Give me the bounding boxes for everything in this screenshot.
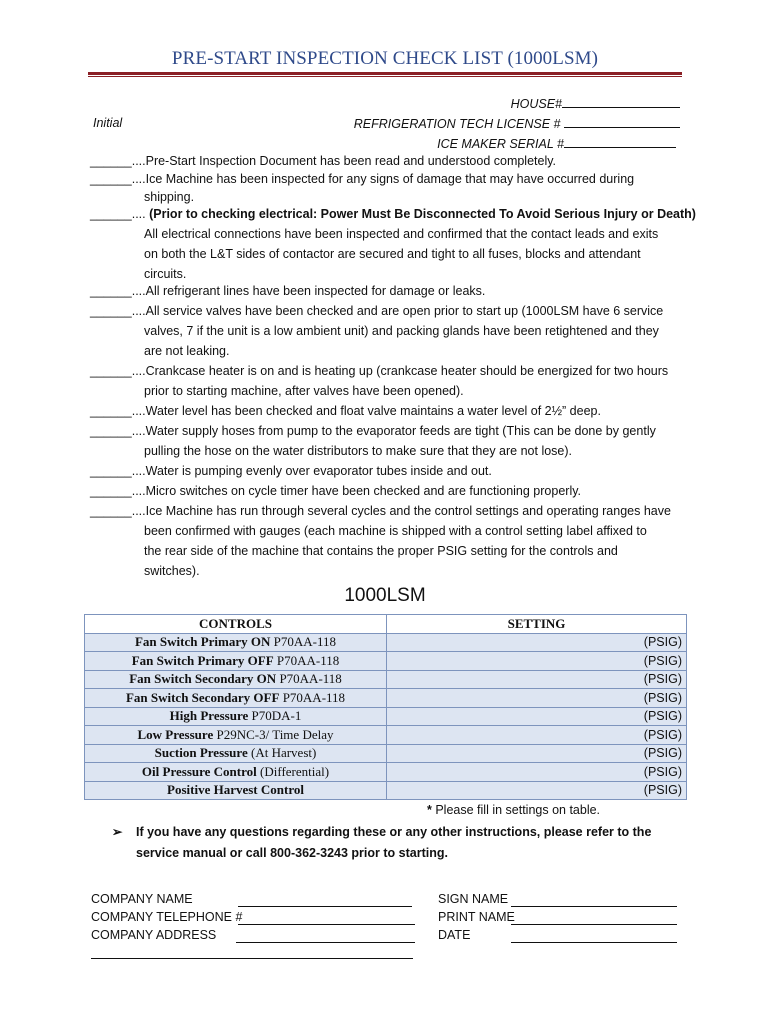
control-name-cell [85, 707, 387, 726]
company-address-line[interactable] [236, 942, 415, 943]
company-address-label: COMPANY ADDRESS [91, 928, 217, 942]
title-rule-thick [88, 72, 682, 75]
check-item-refrigerant-lines[interactable] [90, 281, 680, 301]
serial-blank[interactable] [564, 136, 676, 148]
control-detail: P70DA-1 [251, 708, 302, 724]
table-row [85, 781, 687, 800]
table-row [85, 652, 687, 671]
note-asterisk: * [427, 803, 432, 817]
check-item-crankcase-heater[interactable] [90, 361, 680, 401]
setting-unit: (PSIG) [643, 783, 682, 798]
controls-column-header: CONTROLS [85, 615, 387, 634]
license-blank[interactable] [564, 116, 680, 128]
check-item-cycles-confirmed[interactable] [90, 501, 680, 581]
license-label: REFRIGERATION TECH LICENSE # [353, 117, 561, 131]
page-title: PRE-START INSPECTION CHECK LIST (1000LSM) [171, 48, 599, 69]
check-item-water-pumping[interactable] [90, 461, 680, 481]
control-name-cell [85, 652, 387, 671]
serial-field[interactable] [437, 136, 676, 151]
setting-input-cell[interactable] [387, 763, 687, 782]
electrical-warning: (Prior to checking electrical: Power Must Be Disconnected To Avoid Serious Injury or Death) [149, 207, 696, 221]
check-item-text-cont: circuits. [144, 267, 187, 281]
check-item-text-cont: been confirmed with gauges (each machine is shipped with a control setting label affixed to [144, 524, 647, 538]
control-name: Fan Switch Primary ON [134, 634, 271, 650]
setting-input-cell[interactable] [387, 744, 687, 763]
check-item-text-cont: switches). [144, 564, 200, 578]
initial-blank[interactable]: ______ [90, 304, 132, 318]
house-blank[interactable] [562, 96, 680, 108]
check-item-text: ....Pre-Start Inspection Document has been read and understood completely. [131, 154, 557, 168]
control-detail: P70AA-118 [279, 671, 342, 687]
check-item-micro-switches[interactable] [90, 481, 680, 501]
control-detail: (Differential) [260, 763, 330, 779]
control-name: Fan Switch Primary OFF [131, 652, 274, 668]
setting-input-cell[interactable] [387, 781, 687, 800]
check-item-text-cont: are not leaking. [144, 344, 230, 358]
setting-unit: (PSIG) [643, 690, 682, 705]
check-item-text-cont: valves, 7 if the unit is a low ambient unit) and packing glands have been retightened and they [144, 324, 659, 338]
control-name: Fan Switch Secondary OFF [125, 689, 280, 705]
table-row [85, 689, 687, 708]
control-name: High Pressure [169, 708, 249, 724]
check-item-lead: .... [131, 207, 150, 221]
check-item-text: ....All service valves have been checked and are open prior to start up (1000LSM have 6 service [131, 304, 664, 318]
initial-blank[interactable]: ______ [90, 207, 132, 221]
initial-blank[interactable]: ______ [90, 154, 132, 168]
sign-name-label: SIGN NAME [438, 892, 509, 906]
initial-blank[interactable]: ______ [90, 504, 132, 518]
setting-input-cell[interactable] [387, 726, 687, 745]
questions-bullet [112, 822, 682, 864]
control-name: Suction Pressure [154, 745, 248, 761]
serial-label: ICE MAKER SERIAL # [437, 137, 564, 151]
check-item-text: ....Water level has been checked and float valve maintains a water level of 2½” deep. [131, 404, 601, 418]
initial-label: Initial [93, 116, 123, 130]
setting-unit: (PSIG) [643, 672, 682, 687]
check-item-text-cont: the rear side of the machine that contains the proper PSIG setting for the controls and [144, 544, 618, 558]
check-item-water-hoses[interactable] [90, 421, 680, 461]
initial-blank[interactable]: ______ [90, 424, 132, 438]
setting-input-cell[interactable] [387, 652, 687, 671]
check-item-damage-inspection[interactable] [90, 170, 680, 206]
arrow-bullet-icon: ➢ [112, 825, 123, 839]
control-name-cell [85, 781, 387, 800]
control-name-cell [85, 633, 387, 652]
date-label: DATE [438, 928, 471, 942]
check-item-text-cont: shipping. [144, 190, 195, 204]
control-detail: (At Harvest) [250, 745, 317, 761]
check-item-text: ....Ice Machine has run through several cycles and the control settings and operating ranges have [131, 504, 671, 518]
control-name-cell [85, 689, 387, 708]
check-item-text: ....All refrigerant lines have been inspected for damage or leaks. [131, 284, 486, 298]
print-name-label: PRINT NAME [438, 910, 515, 924]
check-item-text: ....Crankcase heater is on and is heating up (crankcase heater should be energized for two hours [131, 364, 669, 378]
control-name-cell [85, 763, 387, 782]
sign-name-line[interactable] [511, 906, 677, 907]
note-text: Please fill in settings on table. [431, 803, 601, 817]
setting-unit: (PSIG) [643, 764, 682, 779]
initial-blank[interactable]: ______ [90, 172, 132, 186]
setting-unit: (PSIG) [643, 746, 682, 761]
check-item-text: ....Micro switches on cycle timer have been checked and are functioning properly. [131, 484, 582, 498]
check-item-service-valves[interactable] [90, 301, 680, 361]
initial-blank[interactable]: ______ [90, 484, 132, 498]
questions-text: If you have any questions regarding these or any other instructions, please refer to the service manual or call 800-362-3243 prior to starting. [136, 825, 652, 860]
table-row [85, 670, 687, 689]
table-row [85, 707, 687, 726]
setting-unit: (PSIG) [643, 635, 682, 650]
table-row [85, 763, 687, 782]
table-row [85, 744, 687, 763]
control-name: Low Pressure [137, 726, 214, 742]
fill-settings-note [427, 803, 600, 817]
initial-blank[interactable]: ______ [90, 284, 132, 298]
control-name: Fan Switch Secondary ON [129, 671, 277, 687]
control-name-cell [85, 744, 387, 763]
date-line[interactable] [511, 942, 677, 943]
control-detail: P70AA-118 [282, 689, 346, 705]
company-telephone-line[interactable] [238, 924, 415, 925]
print-name-line[interactable] [511, 924, 677, 925]
control-name: Positive Harvest Control [167, 782, 304, 798]
initial-blank[interactable]: ______ [90, 404, 132, 418]
table-row [85, 633, 687, 652]
initial-blank[interactable]: ______ [90, 364, 132, 378]
check-item-electrical[interactable] [90, 204, 696, 284]
check-item-text: ....Water supply hoses from pump to the evaporator feeds are tight (This can be done by gently [131, 424, 656, 438]
company-telephone-label: COMPANY TELEPHONE # [91, 910, 243, 924]
setting-input-cell[interactable] [387, 633, 687, 652]
control-name-cell [85, 670, 387, 689]
check-item-text-cont: All electrical connections have been inspected and confirmed that the contact leads and exits [144, 227, 659, 241]
check-item-text-cont: pulling the hose on the water distributors to make sure that they are not lose). [144, 444, 573, 458]
initial-blank[interactable]: ______ [90, 464, 132, 478]
setting-column-header: SETTING [387, 615, 687, 634]
model-heading: 1000LSM [344, 585, 426, 606]
setting-unit: (PSIG) [643, 653, 682, 668]
check-item-text: ....Water is pumping evenly over evaporator tubes inside and out. [131, 464, 492, 478]
setting-input-cell[interactable] [387, 689, 687, 708]
setting-unit: (PSIG) [643, 727, 682, 742]
check-item-text-cont: on both the L&T sides of contactor are secured and tight to all fuses, blocks and attendant [144, 247, 641, 261]
control-detail: P70AA-118 [276, 652, 340, 668]
check-item-text-cont: prior to starting machine, after valves have been opened). [144, 384, 464, 398]
house-label: HOUSE# [510, 97, 562, 111]
control-detail: P29NC-3/ Time Delay [216, 726, 334, 742]
controls-settings-table [84, 614, 687, 800]
control-name-cell [85, 726, 387, 745]
setting-input-cell[interactable] [387, 670, 687, 689]
company-name-label: COMPANY NAME [91, 892, 193, 906]
control-detail: P70AA-118 [273, 634, 336, 650]
table-row [85, 726, 687, 745]
setting-input-cell[interactable] [387, 707, 687, 726]
control-name: Oil Pressure Control [141, 763, 257, 779]
title-rule-thin [88, 76, 682, 77]
check-item-text: ....Ice Machine has been inspected for any signs of damage that may have occurred during [131, 172, 635, 186]
table-header-row [85, 615, 687, 634]
license-field[interactable] [354, 116, 680, 131]
check-item-read-document[interactable] [90, 151, 680, 171]
check-item-water-level[interactable] [90, 401, 680, 421]
company-address-line-2[interactable] [91, 958, 413, 959]
company-name-line[interactable] [238, 906, 412, 907]
setting-unit: (PSIG) [643, 709, 682, 724]
house-field[interactable] [511, 96, 680, 111]
